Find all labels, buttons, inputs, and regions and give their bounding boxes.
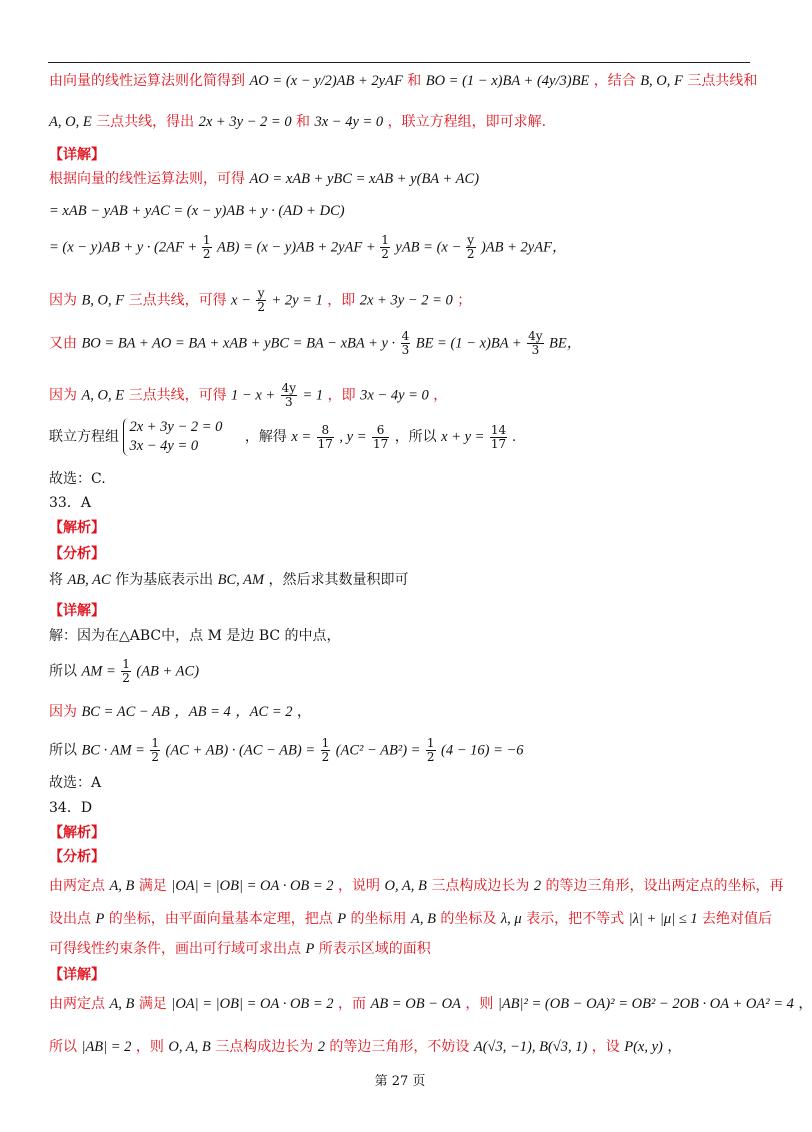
p32-detail-line-6: 因为 A, O, E 三点共线，可得 1 − x + $\frac{4y}{3}$ = 1 ，即 3x − 4y = 0 ， <box>49 381 448 409</box>
equation-system: 2x + 3y − 2 = 0 3x − 4y = 0 <box>123 418 222 456</box>
fraction: $\frac{1}{2}$ <box>426 736 435 764</box>
p32-answer: 故选：C. <box>49 471 106 487</box>
fraction: $\frac{1}{2}$ <box>321 736 330 764</box>
p33-answer: 故选：A <box>49 775 102 791</box>
p32-detail-line-3: = (x − y)AB + y · (2AF + $\frac{1}{2}$ AB) = (x − y)AB + 2yAF + $\frac{1}{2}$ yAB = (x − $\frac{y}{2}$ )AB + 2yAF， <box>49 233 567 261</box>
fraction: $\frac{1}{2}$ <box>202 233 211 261</box>
p33-detail-line-3: 因为 BC = AC − AB ，AB = 4 ，AC = 2 ， <box>49 704 311 720</box>
p34-detail-line-1: 由两定点 A, B 满足 |OA| = |OB| = OA · OB = 2 ，而 AB = OB − OA ，则 |AB|² = (OB − OA)² = OB² − 2OB · OA + OA² = 4 ， <box>49 996 812 1012</box>
p34-fenxi-line-3: 可得线性约束条件，画出可行域可求出点 P 所表示区域的面积 <box>49 941 431 957</box>
p32-system-line: 联立方程组 2x + 3y − 2 = 0 3x − 4y = 0 ，解得 x = $\frac{8}{17}$ , y = $\frac{6}{17}$ ，所以 x + y = $\frac{14}{17}$ . <box>49 419 517 454</box>
p33-number: 33．A <box>49 495 91 511</box>
fraction: $\frac{14}{17}$ <box>490 422 507 451</box>
p33-detail-header: 【详解】 <box>49 603 105 619</box>
p34-detail-header: 【详解】 <box>49 967 105 983</box>
fraction: $\frac{1}{2}$ <box>381 233 389 261</box>
p33-detail-line-2: 所以 AM = $\frac{1}{2}$ (AB + AC) <box>49 657 200 685</box>
p32-analysis-line-1: 由向量的线性运算法则化简得到 AO = (x − y/2)AB + 2yAF 和 BO = (1 − x)BA + (4y/3)BE ，结合 B, O, F 三点共线和 <box>49 73 758 89</box>
p34-fenxi-line-2: 设出点 P 的坐标，由平面向量基本定理，把点 P 的坐标用 A, B 的坐标及 λ, μ 表示，把不等式 |λ| + |μ| ≤ 1 去绝对值后 <box>49 911 773 927</box>
p32-detail-line-4: 因为 B, O, F 三点共线，可得 x − $\frac{y}{2}$ + 2y = 1 ，即 2x + 3y − 2 = 0 ； <box>49 286 472 314</box>
p32-detail-header: 【详解】 <box>49 147 105 163</box>
p34-analysis-header: 【解析】 <box>49 825 105 841</box>
fraction: $\frac{y}{2}$ <box>466 233 475 261</box>
p33-detail-line-1: 解：因为在△ABC中，点 M 是边 BC 的中点， <box>49 628 341 644</box>
header-rule <box>48 62 750 63</box>
p34-detail-line-2: 所以 |AB| = 2 ，则 O, A, B 三点构成边长为 2 的等边三角形，不妨设 A(√3, −1), B(√3, 1) ，设 P(x, y) ， <box>49 1039 682 1055</box>
fraction: $\frac{8}{17}$ <box>317 422 333 451</box>
p34-number: 34．D <box>49 800 93 816</box>
p32-detail-line-1: 根据向量的线性运算法则，可得 AO = xAB + yBC = xAB + y(BA + AC) <box>49 171 480 187</box>
fraction: $\frac{4y}{3}$ <box>528 329 543 357</box>
fraction: $\frac{y}{2}$ <box>257 286 265 314</box>
p33-fenxi-line: 将 AB, AC 作为基底表示出 BC, AM ，然后求其数量积即可 <box>49 572 409 588</box>
page-number: 第 27 页 <box>374 1074 426 1089</box>
p34-fenxi-line-1: 由两定点 A, B 满足 |OA| = |OB| = OA · OB = 2 ，说明 O, A, B 三点构成边长为 2 的等边三角形，设出两定点的坐标，再 <box>49 878 784 894</box>
fraction: $\frac{4}{3}$ <box>401 329 410 357</box>
p32-analysis-line-2: A, O, E 三点共线，得出 2x + 3y − 2 = 0 和 3x − 4y = 0 ，联立方程组，即可求解. <box>49 114 547 130</box>
fraction: $\frac{1}{2}$ <box>151 736 160 764</box>
fraction: $\frac{1}{2}$ <box>122 657 130 685</box>
p33-detail-line-4: 所以 BC · AM = $\frac{1}{2}$ (AC + AB) · (AC − AB) = $\frac{1}{2}$ (AC² − AB²) = $\frac{1}{2}$ (4 − 16) = −6 <box>49 736 524 764</box>
fraction: $\frac{4y}{3}$ <box>281 381 297 409</box>
p34-fenxi-header: 【分析】 <box>49 849 105 865</box>
fraction: $\frac{6}{17}$ <box>372 422 389 451</box>
p32-detail-line-5: 又由 BO = BA + AO = BA + xAB + yBC = BA − xBA + y · $\frac{4}{3}$ BE = (1 − x)BA + $\frac{4y}{3}$ BE， <box>49 329 582 357</box>
p32-detail-line-2: = xAB − yAB + yAC = (x − y)AB + y · (AD + DC) <box>49 203 345 219</box>
p33-fenxi-header: 【分析】 <box>49 546 105 562</box>
p33-analysis-header: 【解析】 <box>49 520 105 536</box>
